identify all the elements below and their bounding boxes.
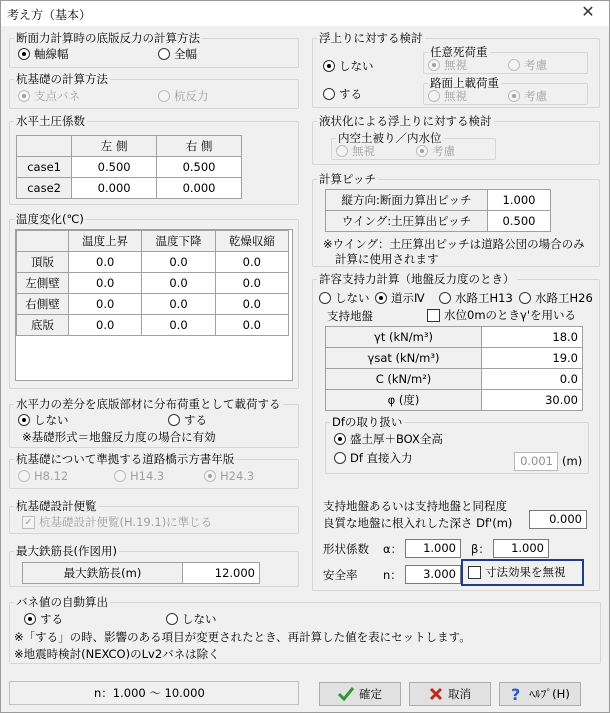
inner-water-group	[331, 131, 496, 160]
radio-dot	[508, 90, 520, 102]
n-input[interactable]: 3.000	[405, 565, 461, 584]
row-header: case1	[17, 157, 72, 178]
pitch-value[interactable]: 0.500	[488, 211, 551, 232]
radio-label: 無視	[444, 58, 467, 72]
radio-dot	[204, 470, 216, 482]
radio-bearing-road4[interactable]	[375, 291, 425, 305]
title-bar[interactable]	[1, 1, 609, 26]
depth-input[interactable]: 0.000	[529, 510, 587, 529]
param-value[interactable]: 18.0	[482, 327, 583, 348]
status-panel	[9, 681, 299, 705]
pile-manual-title: 杭基礎設計便覧	[16, 499, 97, 513]
col-header-right: 右 側	[157, 136, 242, 157]
radio-label: H24.3	[220, 469, 255, 483]
row-header: 右側壁	[17, 294, 69, 315]
pile-calc-group	[9, 72, 299, 109]
check-icon	[338, 687, 354, 701]
table-cell[interactable]: 0.0	[69, 294, 142, 315]
radio-dot	[18, 90, 30, 102]
pitch-value[interactable]: 1.000	[488, 190, 551, 211]
beta-label: β：	[471, 542, 490, 556]
radio-dot	[18, 414, 30, 426]
water-level-checkbox[interactable]	[427, 308, 576, 322]
radio-label: する	[40, 612, 63, 626]
corner-cell	[17, 231, 69, 252]
checkbox-label: 杭基礎設計便覧(H.19.1)に準じる	[39, 515, 213, 529]
arbitrary-load-group	[423, 45, 588, 74]
check-icon: ✓	[22, 516, 35, 529]
horiz-load-note: ※基礎形式＝地盤反力度の場合に有効	[22, 430, 216, 444]
radio-label: する	[339, 87, 362, 101]
radio-label: H14.3	[130, 469, 165, 483]
spring-title: バネ値の自動算出	[16, 595, 108, 609]
table-cell[interactable]: 0.500	[157, 157, 242, 178]
radio-label: しない	[182, 612, 217, 626]
radio-dot	[18, 48, 30, 60]
table-cell[interactable]: 0.0	[142, 294, 215, 315]
radio-dot	[428, 90, 440, 102]
radio-arb-ignore[interactable]	[428, 58, 467, 72]
table-cell[interactable]: 0.0	[69, 315, 142, 336]
radio-bearing-h13[interactable]	[439, 291, 513, 305]
soil-coef-table	[16, 135, 242, 199]
row-header: 左側壁	[17, 273, 69, 294]
row-header: 底版	[17, 315, 69, 336]
radio-dot	[439, 292, 451, 304]
radio-full-width[interactable]	[158, 47, 197, 61]
radio-label: しない	[339, 59, 374, 73]
bearing-group	[312, 272, 600, 591]
radio-uplift-yes[interactable]	[323, 87, 362, 101]
radio-label: 杭反力	[174, 89, 209, 103]
calc-method-title: 断面力計算時の底版反力の計算方法	[16, 31, 200, 45]
radio-dot	[18, 470, 30, 482]
radio-label: 全幅	[174, 47, 197, 61]
table-cell[interactable]: 0.500	[72, 157, 157, 178]
radio-dot	[375, 292, 387, 304]
table-cell[interactable]: 0.0	[69, 252, 142, 273]
checkbox-box	[468, 566, 481, 579]
pitch-note-1: ※ウイング：土圧算出ピッチは道路公団の場合のみ	[323, 237, 585, 251]
radio-dot	[334, 452, 346, 464]
soil-coef-group	[9, 114, 299, 205]
radio-h8[interactable]	[18, 469, 68, 483]
radio-label: 考慮	[432, 144, 455, 158]
param-label: C (kN/m²)	[326, 369, 482, 390]
df-direct-input[interactable]: 0.001	[514, 452, 558, 471]
temp-group	[9, 212, 299, 389]
cancel-label: 取消	[448, 687, 471, 701]
soil-coef-title: 水平土圧係数	[16, 114, 85, 128]
radio-df-fill[interactable]	[334, 432, 443, 446]
table-cell[interactable]: 0.0	[215, 273, 288, 294]
help-icon	[510, 686, 524, 702]
radio-dot	[158, 48, 170, 60]
pitch-note-2: 計算に使用されます	[335, 252, 439, 266]
checkbox-box	[427, 309, 440, 322]
spring-note-1: ※「する」の時、影響のある項目が変更されたとき、再計算した値を表にセットします。	[14, 630, 471, 644]
radio-h24[interactable]	[204, 469, 254, 483]
corner-cell	[17, 136, 72, 157]
radio-label: 軸線幅	[34, 47, 69, 61]
max-rebar-table	[22, 562, 260, 584]
bearing-title: 許容支持力計算（地盤反力度のとき）	[319, 272, 515, 286]
n-label: n：	[383, 568, 402, 582]
radio-label: しない	[34, 413, 69, 427]
radio-label: する	[184, 413, 207, 427]
row-header: case2	[17, 178, 72, 199]
help-button[interactable]	[499, 682, 581, 706]
calc-method-group	[9, 31, 299, 68]
radio-label: Df 直接入力	[350, 451, 413, 465]
radio-label: 無視	[352, 144, 375, 158]
help-label: ﾍﾙﾌﾟ(H)	[529, 687, 570, 701]
support-ground-label: 支持地盤	[327, 309, 373, 323]
ground-param-table	[325, 326, 583, 411]
table-cell[interactable]: 0.0	[142, 252, 215, 273]
df-group	[325, 415, 589, 474]
radio-label: H8.12	[34, 469, 69, 483]
radio-dot	[508, 59, 520, 71]
checkbox-label: 水位0mのときγ'を用いる	[444, 308, 576, 322]
radio-road-consider[interactable]	[508, 89, 547, 103]
radio-label: 水路工H26	[535, 291, 593, 305]
pitch-table	[325, 189, 551, 232]
close-button[interactable]: ✕	[581, 2, 595, 21]
radio-road-ignore[interactable]	[428, 89, 467, 103]
temp-table	[16, 230, 289, 336]
uplift-group	[312, 31, 600, 108]
radio-dot	[334, 433, 346, 445]
radio-dot	[428, 59, 440, 71]
radio-bearing-none[interactable]	[319, 291, 370, 305]
df-unit: (m)	[562, 454, 583, 468]
radio-label: 考慮	[524, 58, 547, 72]
radio-spring-yes[interactable]	[24, 612, 63, 626]
radio-label: 道示Ⅳ	[391, 291, 425, 305]
max-rebar-label: 最大鉄筋長(m)	[23, 563, 183, 584]
alpha-label: α：	[383, 542, 403, 556]
param-value[interactable]: 30.00	[482, 390, 583, 411]
radio-dot	[158, 90, 170, 102]
depth-label-2: 良質な地盤に根入れした深さ Df'(m)	[323, 516, 513, 530]
radio-dot	[519, 292, 531, 304]
col-header: 温度上昇	[69, 231, 142, 252]
inner-water-title: 内空土被り／内水位	[338, 131, 442, 145]
status-text: n：1.000 ～ 10.000	[94, 686, 205, 700]
radio-label: 盛土厚＋BOX全高	[350, 432, 443, 446]
radio-horiz-yes[interactable]	[168, 413, 207, 427]
col-header: 温度下降	[142, 231, 215, 252]
row-header: 頂版	[17, 252, 69, 273]
liquefaction-title: 液状化による浮上りに対する検討	[319, 114, 492, 128]
cancel-button[interactable]	[409, 682, 491, 706]
radio-horiz-no[interactable]	[18, 413, 69, 427]
radio-pile-reaction[interactable]	[158, 89, 209, 103]
uplift-title: 浮上りに対する検討	[319, 31, 423, 45]
radio-label: 考慮	[524, 89, 547, 103]
shape-factor-label: 形状係数	[323, 542, 369, 556]
spring-note-2: ※地震時検討(NEXCO)のLv2バネは除く	[14, 647, 220, 661]
col-header: 乾燥収縮	[215, 231, 288, 252]
radio-support-spring[interactable]	[18, 89, 80, 103]
table-cell[interactable]: 0.000	[157, 178, 242, 199]
radio-dot	[336, 145, 348, 157]
radio-dot	[323, 60, 335, 72]
pile-manual-checkbox[interactable]	[22, 515, 212, 529]
df-title: Dfの取り扱い	[332, 415, 403, 429]
ok-label: 確定	[359, 687, 382, 701]
road-load-title: 路面上載荷重	[430, 76, 499, 90]
horiz-load-group	[9, 397, 299, 448]
max-rebar-group	[9, 544, 299, 587]
beta-input[interactable]: 1.000	[493, 539, 549, 558]
road-load-group	[423, 76, 588, 105]
radio-dot	[24, 613, 36, 625]
radio-liq-consider[interactable]	[416, 144, 455, 158]
radio-uplift-no[interactable]	[323, 59, 374, 73]
param-value[interactable]: 0.0	[482, 369, 583, 390]
radio-dot	[319, 292, 331, 304]
radio-liq-ignore[interactable]	[336, 144, 375, 158]
param-value[interactable]: 19.0	[482, 348, 583, 369]
horiz-load-title: 水平力の差分を底版部材に分布荷重として載荷する	[16, 397, 281, 411]
alpha-input[interactable]: 1.000	[405, 539, 461, 558]
pitch-group	[312, 172, 600, 267]
param-label: φ (度)	[326, 390, 482, 411]
pitch-title: 計算ピッチ	[319, 172, 377, 186]
cancel-icon	[429, 687, 443, 701]
size-effect-checkbox[interactable]	[468, 565, 566, 579]
table-cell[interactable]: 0.0	[142, 273, 215, 294]
liquefaction-group	[312, 114, 600, 165]
param-label: γsat (kN/m³)	[326, 348, 482, 369]
radio-dot	[114, 470, 126, 482]
radio-label: 水路工H13	[455, 291, 513, 305]
checkbox-label: 寸法効果を無視	[485, 565, 566, 579]
radio-spring-no[interactable]	[166, 612, 217, 626]
table-cell[interactable]: 0.0	[215, 315, 288, 336]
table-cell[interactable]: 0.000	[72, 178, 157, 199]
depth-label-1: 支持地盤あるいは支持地盤と同程度	[323, 499, 507, 513]
col-header-left: 左 側	[72, 136, 157, 157]
pitch-row-label: ウイング:土圧算出ピッチ	[326, 211, 488, 232]
table-cell[interactable]: 0.0	[215, 294, 288, 315]
pile-manual-group	[9, 499, 299, 534]
radio-dot	[323, 88, 335, 100]
table-cell[interactable]: 0.0	[142, 315, 215, 336]
pitch-row-label: 縦方向:断面力算出ピッチ	[326, 190, 488, 211]
pile-calc-title: 杭基礎の計算方法	[16, 72, 108, 86]
table-cell[interactable]: 0.0	[215, 252, 288, 273]
radio-df-direct[interactable]	[334, 451, 413, 465]
radio-label: しない	[335, 291, 370, 305]
radio-dot	[168, 414, 180, 426]
temp-title: 温度変化(℃)	[16, 212, 84, 226]
arbitrary-load-title: 任意死荷重	[430, 45, 488, 59]
spec-year-title: 杭基礎について準拠する道路橋示方書年版	[16, 452, 235, 466]
radio-dot	[166, 613, 178, 625]
table-cell[interactable]: 0.0	[69, 273, 142, 294]
safety-factor-label: 安全率	[323, 568, 358, 582]
max-rebar-value[interactable]: 12.000	[183, 563, 260, 584]
radio-h14[interactable]	[114, 469, 164, 483]
radio-dot	[416, 145, 428, 157]
svg-text:?: ?	[511, 686, 521, 702]
param-label: γt (kN/m³)	[326, 327, 482, 348]
radio-arb-consider[interactable]	[508, 58, 547, 72]
spec-year-group	[9, 452, 299, 489]
radio-label: 支点バネ	[34, 89, 80, 103]
max-rebar-title: 最大鉄筋長(作図用)	[16, 544, 117, 558]
window-title: 考え方（基本）	[7, 8, 92, 22]
radio-axial-width[interactable]	[18, 47, 69, 61]
spring-group	[9, 595, 601, 664]
radio-label: 無視	[444, 89, 467, 103]
radio-bearing-h26[interactable]	[519, 291, 593, 305]
ok-button[interactable]	[319, 682, 401, 706]
